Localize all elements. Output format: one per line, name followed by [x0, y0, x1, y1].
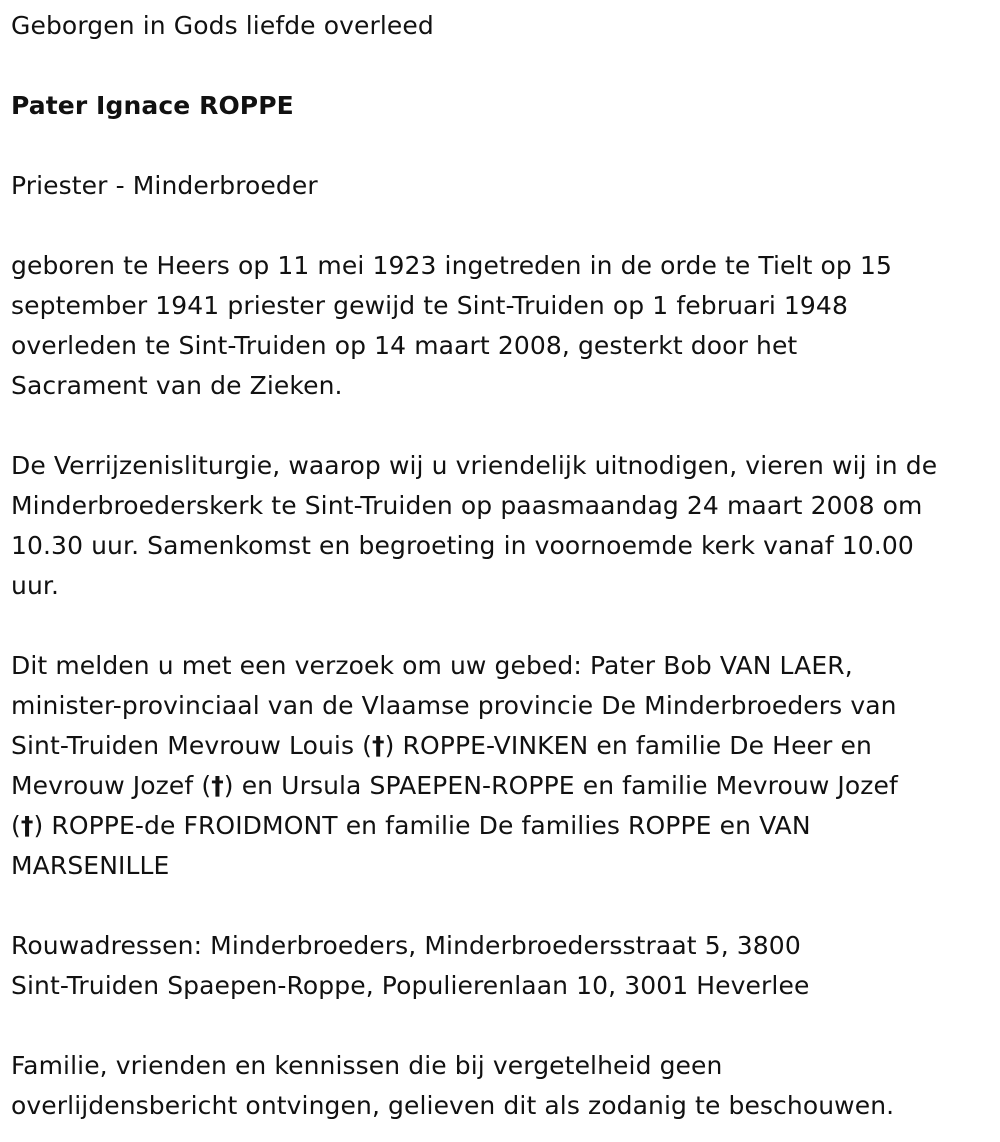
deceased-role — [11, 166, 990, 206]
closing-line: Familie, vrienden en kennissen die bij vergetelheid geen — [11, 1051, 723, 1080]
announcement-line — [11, 726, 990, 766]
biography-line: overleden te Sint-Truiden op 14 maart 2008, gesterkt door het — [11, 331, 798, 360]
cross-icon: † — [20, 811, 34, 840]
announcement-text: ) ROPPE-de FROIDMONT en familie De families ROPPE en VAN — [33, 811, 811, 840]
announcement-line: MARSENILLE — [11, 851, 170, 880]
address-line: Sint-Truiden Spaepen-Roppe, Populierenlaan 10, 3001 Heverlee — [11, 971, 810, 1000]
addresses-paragraph — [11, 926, 990, 1006]
announcement-text: Sint-Truiden Mevrouw Louis ( — [11, 731, 373, 760]
biography-line: september 1941 priester gewijd te Sint-Truiden op 1 februari 1948 — [11, 291, 848, 320]
announcement-paragraph — [11, 646, 990, 886]
intro-line: Geborgen in Gods liefde overleed — [11, 11, 434, 40]
address-line: Rouwadressen: Minderbroeders, Minderbroedersstraat 5, 3800 — [11, 931, 801, 960]
closing-paragraph — [11, 1046, 990, 1126]
announcement-line: Dit melden u met een verzoek om uw gebed: Pater Bob VAN LAER, — [11, 651, 853, 680]
intro-text — [11, 6, 990, 46]
liturgy-paragraph — [11, 446, 990, 606]
announcement-text: ) en Ursula SPAEPEN-ROPPE en familie Mevrouw Jozef — [223, 771, 898, 800]
announcement-text: ) ROPPE-VINKEN en familie De Heer en — [384, 731, 872, 760]
announcement-text: ( — [11, 811, 21, 840]
deceased-name-text: Pater Ignace ROPPE — [11, 91, 294, 120]
announcement-line — [11, 766, 990, 806]
announcement-line — [11, 806, 990, 846]
cross-icon: † — [211, 771, 224, 800]
biography-line: geboren te Heers op 11 mei 1923 ingetreden in de orde te Tielt op 15 — [11, 251, 892, 280]
biography-line: Sacrament van de Zieken. — [11, 371, 343, 400]
liturgy-line: Minderbroederskerk te Sint-Truiden op paasmaandag 24 maart 2008 om — [11, 491, 923, 520]
closing-line: overlijdensbericht ontvingen, gelieven dit als zodanig te beschouwen. — [11, 1091, 895, 1120]
liturgy-line: 10.30 uur. Samenkomst en begroeting in voornoemde kerk vanaf 10.00 — [11, 531, 914, 560]
liturgy-line: uur. — [11, 571, 60, 600]
cross-icon: † — [372, 731, 385, 760]
liturgy-line: De Verrijzenisliturgie, waarop wij u vriendelijk uitnodigen, vieren wij in de — [11, 451, 938, 480]
announcement-line: minister-provinciaal van de Vlaamse provincie De Minderbroeders van — [11, 691, 897, 720]
announcement-text: Mevrouw Jozef ( — [11, 771, 212, 800]
deceased-name — [11, 86, 990, 126]
deceased-role-text: Priester - Minderbroeder — [11, 171, 318, 200]
biography-paragraph — [11, 246, 990, 406]
